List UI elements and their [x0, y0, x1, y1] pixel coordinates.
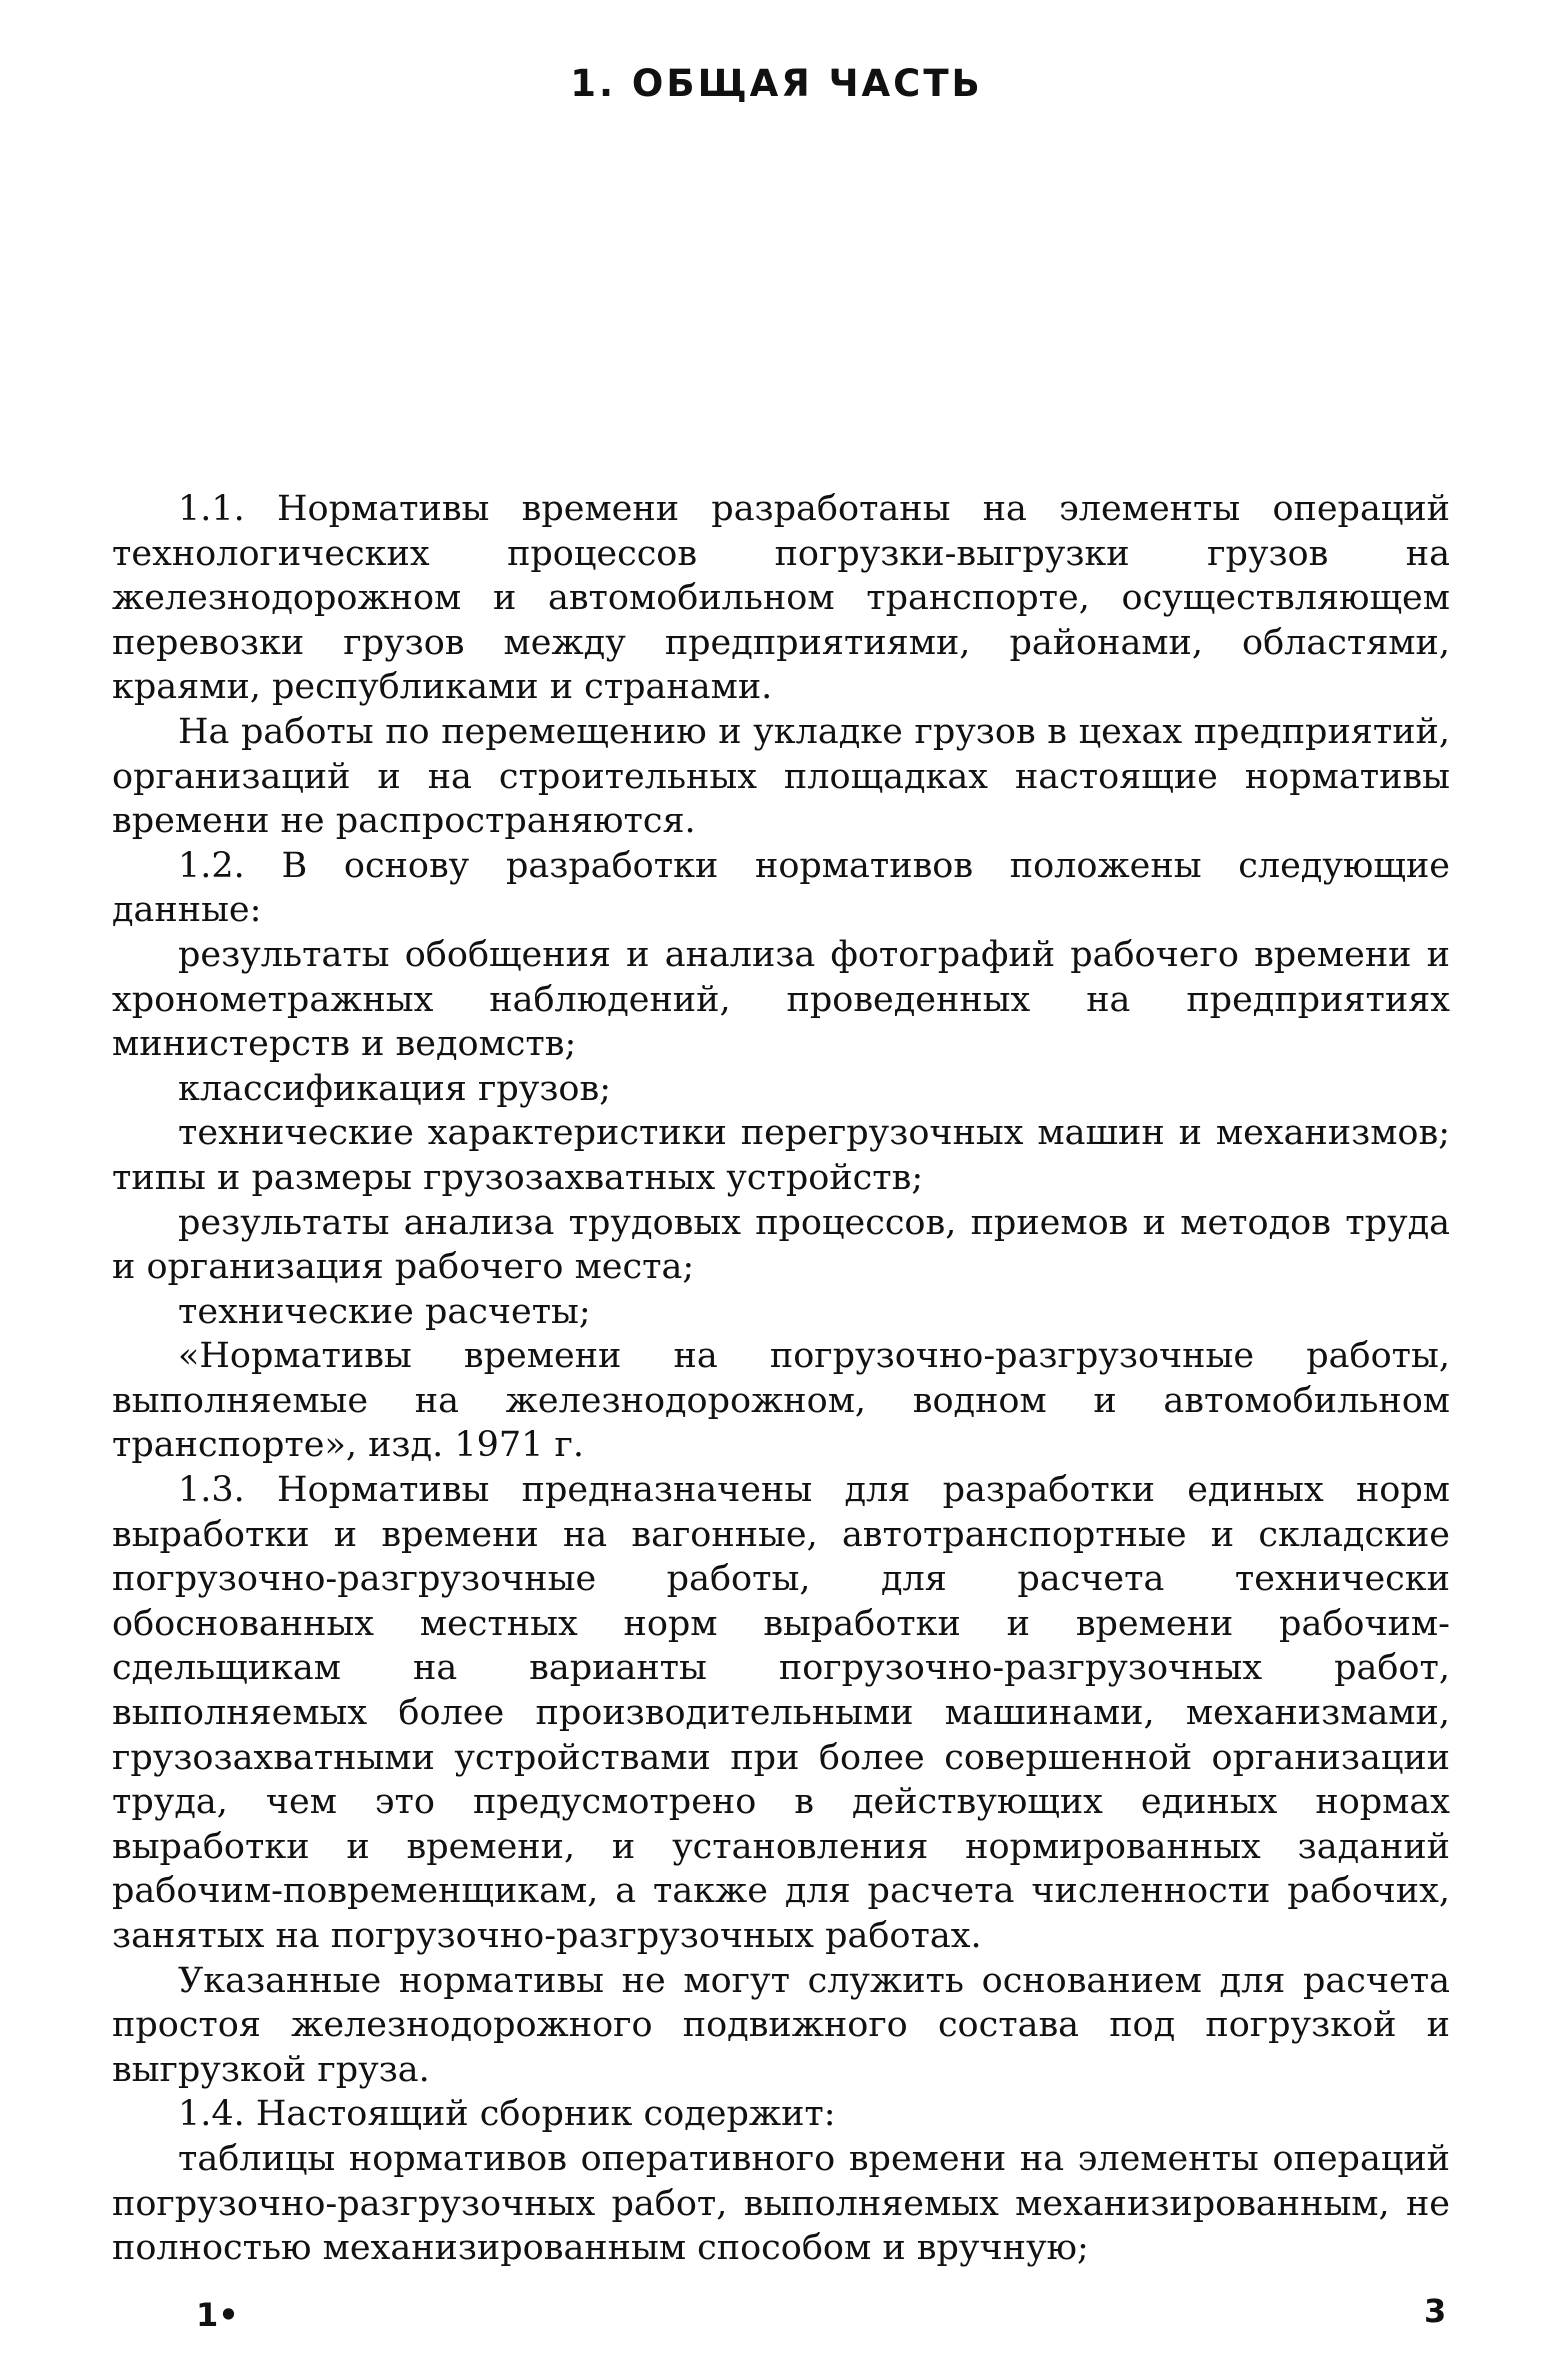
paragraph-limitations: Указанные нормативы не могут служить основанием для расчета простоя железнодорожного подвижного состава под погрузкой и выгрузкой груза.: [112, 1960, 1450, 2090]
list-item-characteristics: технические характеристики перегрузочных машин и механизмов; типы и размеры грузозахватных устройств;: [112, 1113, 1450, 1198]
paragraph-1-2: 1.2. В основу разработки нормативов положены следующие данные:: [112, 845, 1450, 931]
list-item-results: результаты обобщения и анализа фотографий рабочего времени и хронометражных наблюдений, проведенных на предприятиях министерств и ведомств;: [112, 934, 1450, 1065]
signature-mark: 1•: [196, 2296, 239, 2334]
paragraph-1-1: 1.1. Нормативы времени разработаны на элементы операций технологических процессов погрузки-выгрузки грузов на железнодорожном и автомобильном транспорте, осуществляющем перевозки грузов между предприятиями, районами, областями, краями, республиками и странами.: [112, 489, 1450, 708]
paragraph-1-3: 1.3. Нормативы предназначены для разработки единых норм выработки и времени на вагонные, автотранспортные и складские погрузочно-разгрузочные работы, для расчета технически обоснованных местных норм выработки и времени рабочим-сдельщикам на варианты погрузочно-разгрузочных работ, выполняемых более производительными машинами, механизмами, грузозахватными устройствами при более совершенной организации труда, чем это предусмотрено в действующих единых нормах выработки и времени, и установления нормированных заданий рабочим-повременщикам, а также для расчета численности рабочих, занятых на погрузочно-разгрузочных работах.: [112, 1470, 1450, 1956]
list-item-classification: классификация грузов;: [178, 1068, 612, 1109]
list-item-tables: таблицы нормативов оперативного времени на элементы операций погрузочно-разгрузочных работ, выполняемых механизированным, не полностью механизированным способом и вручную;: [112, 2138, 1450, 2269]
page-number: 3: [1424, 2292, 1447, 2330]
list-item-calculations: технические расчеты;: [178, 1291, 591, 1332]
list-item-analysis: результаты анализа трудовых процессов, приемов и методов труда и организация рабочего места;: [112, 1202, 1450, 1288]
document-body: [112, 487, 1450, 2271]
list-item-norms-1971: «Нормативы времени на погрузочно-разгрузочные работы, выполняемые на железнодорожном, водном и автомобильном транспорте», изд. 1971 г.: [112, 1336, 1450, 1466]
paragraph-1-4: 1.4. Настоящий сборник содержит:: [178, 2094, 836, 2135]
section-heading: 1. ОБЩАЯ ЧАСТЬ: [570, 62, 983, 105]
paragraph-exclusions: На работы по перемещению и укладке грузов в цехах предприятий, организаций и на строительных площадках настоящие нормативы времени не распространяются.: [112, 711, 1450, 842]
